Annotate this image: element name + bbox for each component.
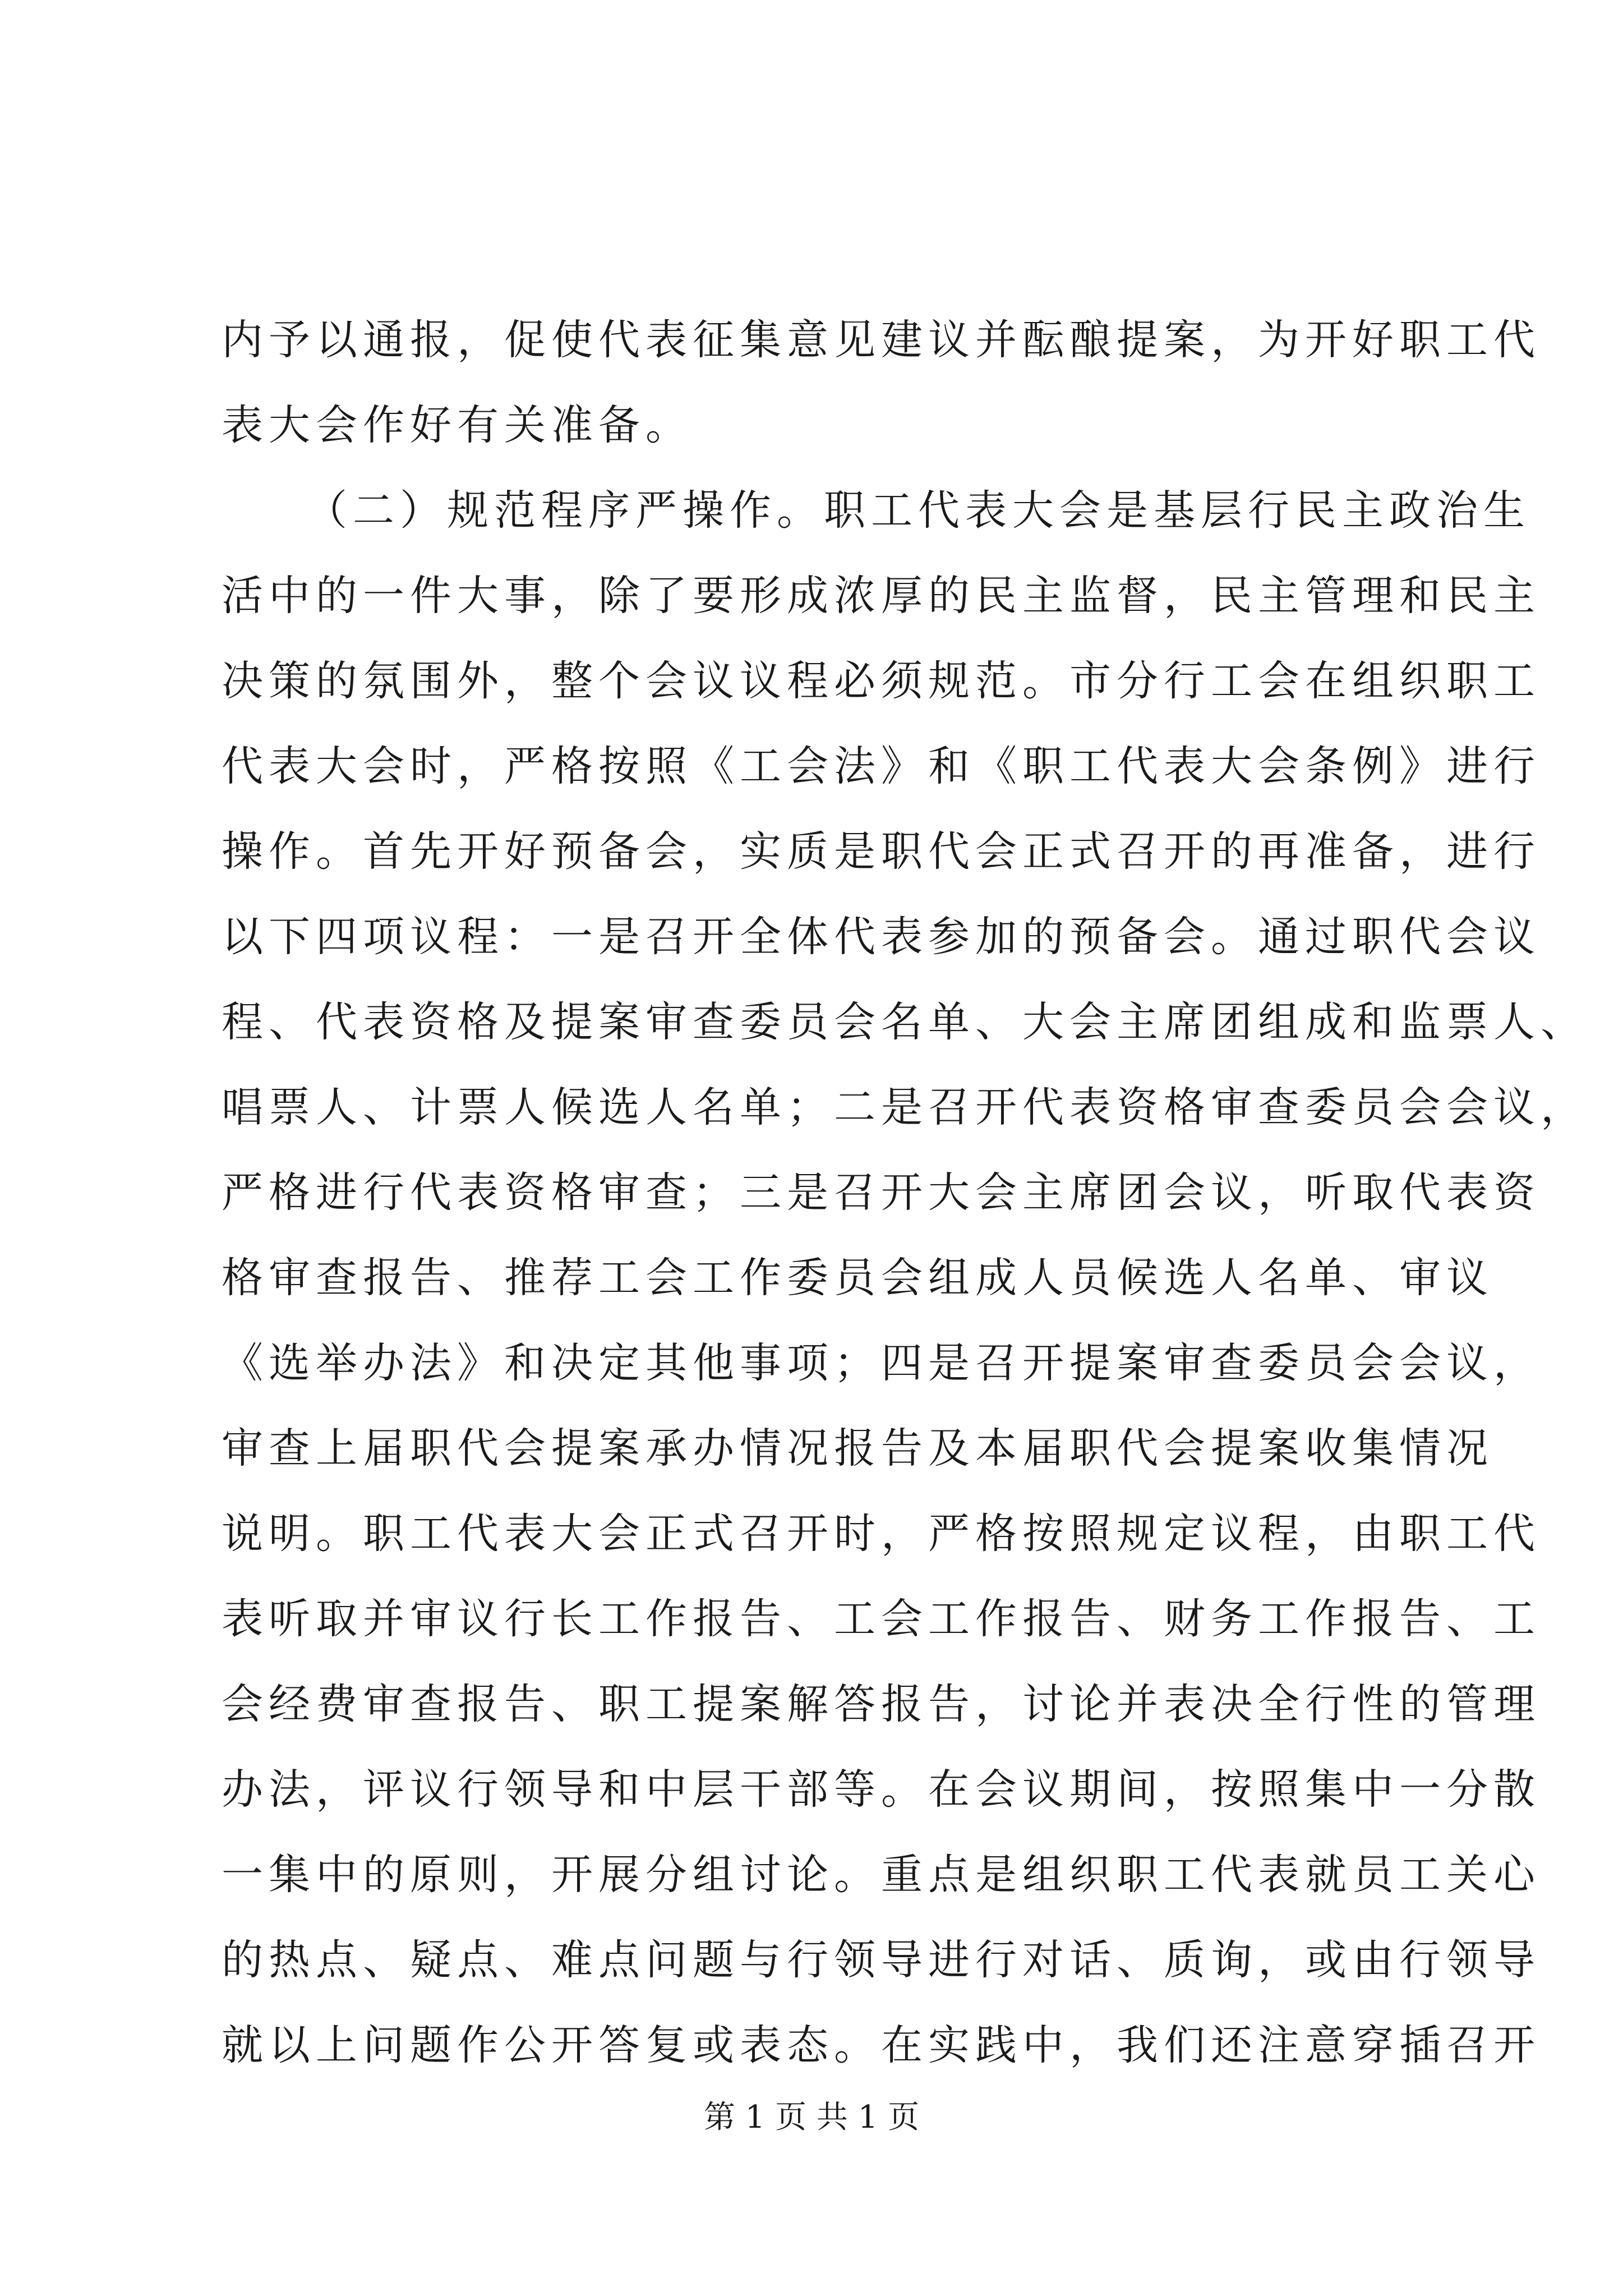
text-line: 严格进行代表资格审查；三是召开大会主席团会议，听取代表资	[222, 1168, 1541, 1217]
text-line: 表听取并审议行长工作报告、工会工作报告、财务工作报告、工	[222, 1595, 1541, 1643]
text-line: 会经费审查报告、职工提案解答报告，讨论并表决全行性的管理	[222, 1680, 1541, 1728]
page-number: 第 1 页 共 1 页	[703, 2099, 920, 2136]
text-line: 的热点、疑点、难点问题与行领导进行对话、质询，或由行领导	[222, 1936, 1541, 1984]
paragraph-start-line: （二）规范程序严操作。职工代表大会是基层行民主政治生	[306, 486, 1530, 535]
text-line: 代表大会时，严格按照《工会法》和《职工代表大会条例》进行	[222, 742, 1541, 790]
text-line: 唱票人、计票人候选人名单；二是召开代表资格审查委员会会议，	[222, 1083, 1588, 1131]
text-line: 决策的氛围外，整个会议议程必须规范。市分行工会在组织职工	[222, 657, 1541, 705]
body-text	[222, 297, 1588, 2088]
text-line: 格审查报告、推荐工会工作委员会组成人员候选人名单、审议	[222, 1254, 1493, 1302]
text-line: 活中的一件大事，除了要形成浓厚的民主监督，民主管理和民主	[222, 572, 1541, 620]
text-line: 说明。职工代表大会正式召开时，严格按照规定议程，由职工代	[222, 1510, 1541, 1558]
page-footer	[0, 2098, 1623, 2137]
text-line: 一集中的原则，开展分组讨论。重点是组织职工代表就员工关心	[222, 1851, 1541, 1899]
text-line: 审查上届职代会提案承办情况报告及本届职代会提案收集情况	[222, 1424, 1493, 1473]
text-line: 以下四项议程：一是召开全体代表参加的预备会。通过职代会议	[222, 913, 1541, 961]
text-line: 内予以通报，促使代表征集意见建议并酝酿提案，为开好职工代	[222, 316, 1541, 364]
text-line: 《选举办法》和决定其他事项；四是召开提案审查委员会会议，	[222, 1339, 1541, 1387]
text-line: 操作。首先开好预备会，实质是职代会正式召开的再准备，进行	[222, 827, 1541, 876]
text-line: 就以上问题作公开答复或表态。在实践中，我们还注意穿插召开	[222, 2021, 1541, 2069]
text-line: 程、代表资格及提案审查委员会名单、大会主席团组成和监票人、	[222, 998, 1588, 1046]
text-line: 办法，评议行领导和中层干部等。在会议期间，按照集中一分散	[222, 1765, 1541, 1814]
text-line: 表大会作好有关准备。	[222, 401, 693, 449]
